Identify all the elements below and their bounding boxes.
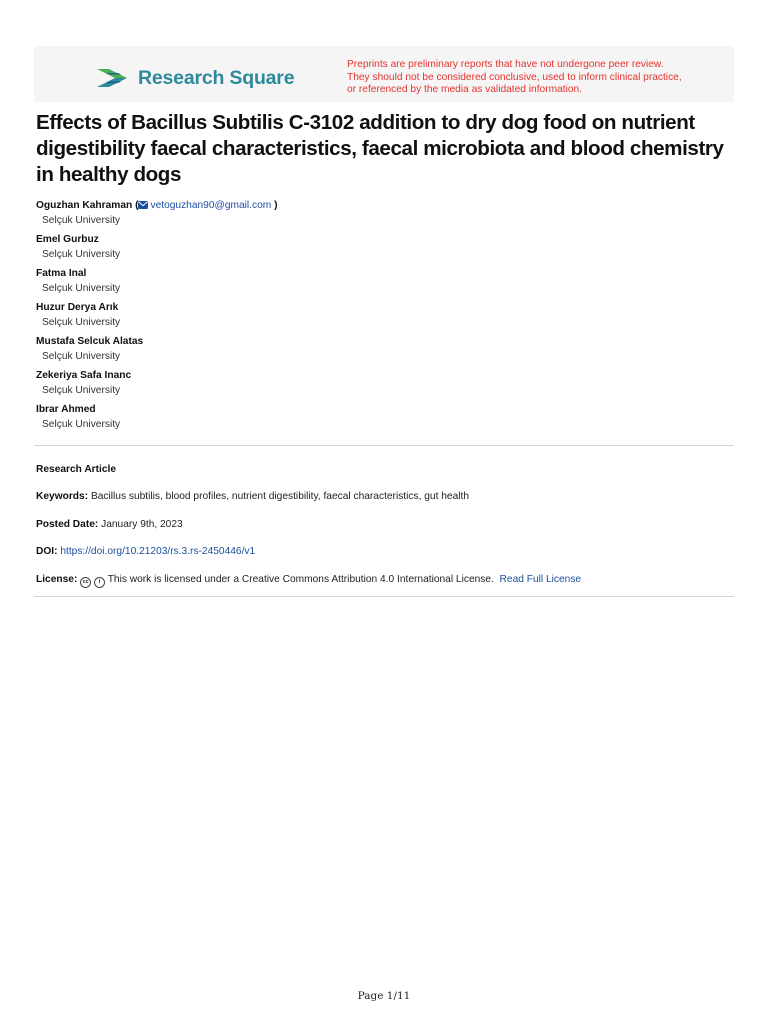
article-title: Effects of Bacillus Subtilis C-3102 addition to dry dog food on nutrient digestibility faecal characteristics, faecal microbiota and blood chemistry in healthy dogs [36,111,724,186]
posted-date-value: January 9th, 2023 [101,519,183,530]
author-name: Fatma Inal [36,268,87,279]
author-name: Oguzhan Kahraman [36,200,133,211]
page-number: Page 1/11 [357,990,411,1002]
divider [34,445,734,446]
preprint-notice [347,59,682,97]
author-name: Huzur Derya Arık [36,302,119,313]
license-text: This work is licensed under a Creative Commons Attribution 4.0 International License. [107,574,494,585]
notice-line: They should not be considered conclusive, used to inform clinical practice, [347,71,682,83]
author-affiliation: Selçuk University [42,249,121,260]
posted-date [36,518,183,532]
doi-label: DOI: [36,546,58,557]
doi [36,545,255,559]
author-item [36,233,536,267]
author-email: ( vetoguzhan90@gmail.com ) [135,200,278,211]
preprint-banner [34,46,734,102]
read-full-license-link[interactable]: Read Full License [499,574,582,585]
attribution-icon: i [94,577,105,588]
creative-commons-icon: cc [80,577,91,588]
notice-line: Preprints are preliminary reports that have not undergone peer review. [347,59,664,70]
notice-line: or referenced by the media as validated information. [347,84,583,96]
author-item [36,199,536,233]
author-name: Ibrar Ahmed [36,404,96,415]
author-item [36,267,536,301]
divider [34,596,734,597]
author-item [36,335,536,369]
author-item [36,403,536,437]
research-square-logo[interactable] [94,65,294,91]
author-name: Emel Gurbuz [36,234,99,245]
author-affiliation: Selçuk University [42,351,121,362]
author-affiliation: Selçuk University [42,215,121,226]
research-square-logo-icon [94,65,130,91]
logo-text: Research Square [138,66,295,89]
license [36,573,581,588]
envelope-icon [138,201,148,209]
author-item [36,369,536,403]
author-affiliation: Selçuk University [42,419,121,430]
author-affiliation: Selçuk University [42,283,121,294]
author-list [36,199,536,437]
doi-link[interactable]: https://doi.org/10.21203/rs.3.rs-2450446/v1 [60,546,256,557]
author-name: Zekeriya Safa Inanc [36,370,132,381]
keywords-label: Keywords: [36,491,89,502]
license-label: License: [36,574,78,585]
author-affiliation: Selçuk University [42,385,121,396]
keywords-value: Bacillus subtilis, blood profiles, nutrient digestibility, faecal characteristics, gut health [90,491,470,502]
author-affiliation: Selçuk University [42,317,121,328]
article-type [36,463,116,477]
author-name: Mustafa Selcuk Alatas [36,336,144,347]
posted-date-label: Posted Date: [36,519,99,530]
author-email-link[interactable]: vetoguzhan90@gmail.com [150,200,272,211]
keywords [36,490,469,504]
article-type-label: Research Article [36,464,117,475]
author-item [36,301,536,335]
